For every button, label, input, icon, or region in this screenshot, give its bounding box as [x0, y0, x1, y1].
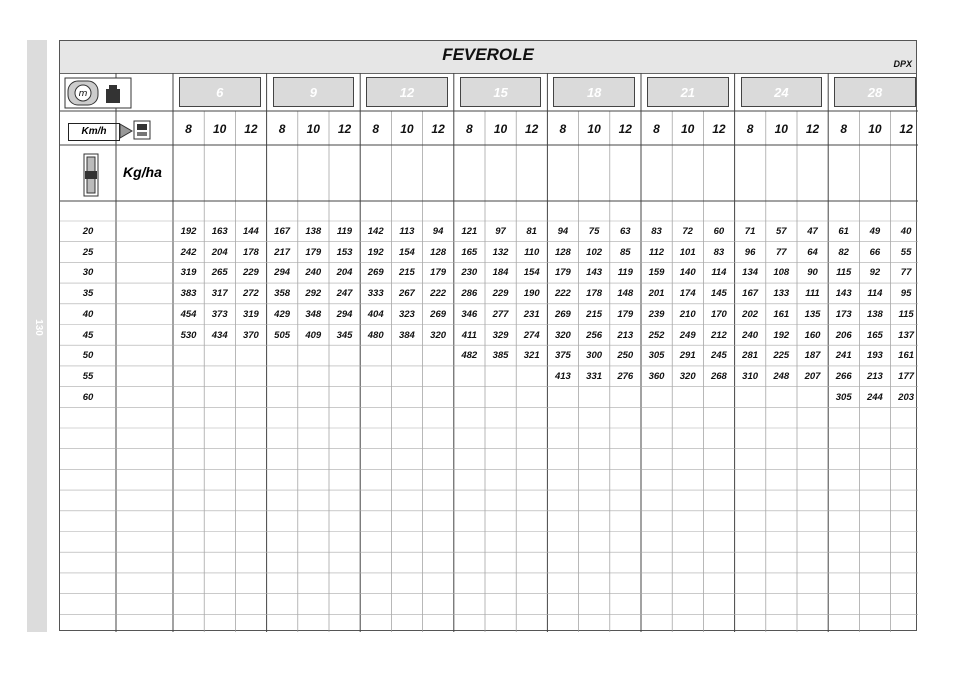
table-cell: 167	[274, 226, 291, 237]
table-cell: 409	[305, 329, 322, 341]
table-cell: 305	[835, 391, 852, 403]
table-cell: 429	[274, 308, 291, 320]
table-cell: 49	[869, 226, 881, 237]
speed-header: 8	[559, 122, 567, 136]
table-cell: 159	[648, 267, 665, 279]
table-cell: 281	[742, 350, 759, 362]
table-cell: 193	[866, 350, 883, 362]
table-cell: 75	[588, 226, 600, 237]
speed-header: 12	[525, 122, 539, 136]
table-cell: 145	[710, 288, 727, 300]
table-cell: 240	[742, 329, 759, 341]
table-cell: 277	[492, 308, 509, 320]
table-cell: 90	[807, 267, 818, 279]
table-cell: 112	[648, 246, 665, 258]
table-cell: 265	[211, 267, 228, 279]
table-cell: 242	[180, 246, 197, 258]
table-cell: 360	[648, 370, 665, 382]
table-cell: 174	[679, 288, 696, 300]
table-cell: 292	[305, 288, 322, 300]
speed-header: 12	[805, 122, 820, 136]
table-cell: 94	[557, 226, 569, 237]
table-cell: 178	[586, 288, 603, 300]
table-cell: 192	[367, 246, 384, 258]
table-cell: 245	[710, 350, 727, 362]
table-cell: 222	[554, 288, 571, 300]
table-cell: 413	[554, 370, 571, 382]
table-cell: 300	[586, 350, 603, 362]
table-cell: 57	[776, 226, 787, 237]
table-cell: 266	[835, 370, 852, 382]
table-cell: 268	[710, 370, 727, 382]
table-cell: 294	[274, 267, 291, 279]
table-cell: 179	[305, 246, 322, 258]
table-cell: 142	[367, 226, 384, 237]
table-cell: 203	[898, 391, 915, 403]
speed-header: 8	[465, 122, 473, 136]
table-cell: 190	[523, 288, 540, 300]
row-label: 30	[82, 267, 94, 279]
table-cell: 375	[554, 350, 571, 362]
table-cell: 274	[523, 329, 540, 341]
table-cell: 286	[461, 288, 478, 300]
table-cell: 132	[492, 246, 509, 258]
speed-header: 8	[278, 122, 286, 136]
table-cell: 60	[713, 226, 725, 237]
table-cell: 115	[836, 267, 852, 279]
table-cell: 229	[492, 288, 509, 300]
rate-unit-label: Kg/ha	[123, 164, 162, 180]
speed-header: 10	[493, 122, 508, 136]
table-cell: 96	[744, 246, 756, 258]
table-cell: 192	[773, 329, 790, 341]
width-header-15: 15	[460, 77, 542, 107]
page-title: FEVEROLE	[442, 45, 534, 64]
table-cell: 61	[838, 226, 849, 237]
table-cell: 239	[648, 308, 665, 320]
model-code: DPX	[893, 59, 912, 69]
table-cell: 114	[711, 267, 727, 279]
table-cell: 505	[274, 329, 291, 341]
table-cell: 83	[713, 246, 725, 258]
table-cell: 310	[742, 370, 759, 382]
speed-header: 8	[372, 122, 380, 136]
table-cell: 244	[866, 391, 883, 403]
table-cell: 121	[461, 226, 478, 237]
table-cell: 92	[869, 267, 881, 279]
table-cell: 81	[526, 226, 537, 237]
table-cell: 267	[398, 288, 415, 300]
table-cell: 144	[242, 226, 259, 237]
table-cell: 411	[461, 329, 477, 341]
speed-header: 12	[244, 122, 258, 136]
table-cell: 482	[461, 350, 478, 362]
table-cell: 173	[835, 308, 852, 320]
table-cell: 323	[398, 308, 415, 320]
table-cell: 184	[492, 267, 509, 279]
table-cell: 111	[805, 288, 820, 300]
table-cell: 404	[367, 308, 384, 320]
table-cell: 248	[773, 370, 790, 382]
table-cell: 247	[336, 288, 353, 300]
table-cell: 320	[679, 370, 696, 382]
row-label: 25	[82, 246, 94, 258]
table-cell: 102	[586, 246, 603, 258]
table-cell: 530	[180, 329, 197, 341]
table-cell: 305	[648, 350, 665, 362]
row-label: 35	[82, 288, 94, 300]
row-label: 55	[82, 370, 94, 382]
speed-header: 12	[431, 122, 445, 136]
table-cell: 177	[898, 370, 915, 382]
speed-header: 10	[306, 122, 320, 136]
table-cell: 161	[773, 308, 790, 320]
table-cell: 454	[180, 308, 197, 320]
table-cell: 333	[367, 288, 384, 300]
row-label: 20	[82, 226, 94, 237]
table-cell: 170	[710, 308, 727, 320]
table-cell: 95	[900, 288, 912, 300]
table-cell: 83	[651, 226, 662, 237]
speed-header: 8	[746, 122, 754, 136]
table-cell: 276	[617, 370, 634, 382]
table-cell: 213	[617, 329, 634, 341]
table-cell: 101	[679, 246, 696, 258]
table-cell: 97	[495, 226, 506, 237]
table-cell: 204	[336, 267, 353, 279]
svg-text:m: m	[78, 89, 88, 99]
table-cell: 215	[586, 308, 603, 320]
table-cell: 373	[211, 308, 228, 320]
table-cell: 345	[336, 329, 353, 341]
table-cell: 161	[898, 350, 915, 362]
table-cell: 294	[336, 308, 353, 320]
table-cell: 77	[900, 267, 912, 279]
table-cell: 358	[274, 288, 291, 300]
table-cell: 148	[617, 288, 634, 300]
table-cell: 108	[773, 267, 790, 279]
table-cell: 317	[211, 288, 228, 300]
table-cell: 128	[430, 246, 447, 258]
table-cell: 240	[305, 267, 322, 279]
table-cell: 119	[336, 226, 353, 237]
table-cell: 434	[211, 329, 228, 341]
table-cell: 154	[398, 246, 415, 258]
width-header-9: 9	[273, 77, 355, 107]
table-cell: 320	[430, 329, 447, 341]
speed-header: 8	[185, 122, 192, 136]
table-cell: 187	[804, 350, 821, 362]
width-header-12: 12	[366, 77, 448, 107]
table-cell: 385	[492, 350, 509, 362]
speed-header: 12	[712, 122, 726, 136]
width-header-6: 6	[179, 77, 261, 107]
table-cell: 252	[648, 329, 665, 341]
speed-header: 12	[618, 122, 632, 136]
table-cell: 113	[399, 226, 415, 237]
table-cell: 140	[679, 267, 696, 279]
table-cell: 179	[617, 308, 634, 320]
width-header-28: 28	[834, 77, 916, 107]
table-cell: 319	[180, 267, 197, 279]
speed-header: 10	[400, 122, 414, 136]
table-cell: 217	[274, 246, 291, 258]
table-cell: 143	[586, 267, 603, 279]
row-label: 45	[82, 329, 94, 341]
table-cell: 222	[430, 288, 447, 300]
table-cell: 321	[523, 350, 540, 362]
table-cell: 230	[461, 267, 478, 279]
table-cell: 249	[679, 329, 696, 341]
page-number: 130	[32, 319, 44, 336]
table-cell: 229	[242, 267, 259, 279]
table-cell: 383	[180, 288, 197, 300]
table-cell: 291	[679, 350, 696, 362]
table-cell: 272	[242, 288, 259, 300]
speed-header: 10	[587, 122, 601, 136]
table-cell: 207	[804, 370, 821, 382]
table-cell: 133	[773, 288, 790, 300]
table-cell: 329	[492, 329, 509, 341]
table-cell: 135	[804, 308, 821, 320]
speed-icon	[118, 118, 154, 144]
table-cell: 269	[367, 267, 384, 279]
table-cell: 319	[242, 308, 259, 320]
table-cell: 215	[398, 267, 415, 279]
table-cell: 119	[617, 267, 633, 279]
table-cell: 154	[523, 267, 540, 279]
table-cell: 192	[180, 226, 197, 237]
table-cell: 256	[586, 329, 603, 341]
row-label: 50	[82, 350, 94, 362]
table-cell: 143	[835, 288, 852, 300]
table-cell: 138	[866, 308, 883, 320]
speed-header: 10	[774, 122, 788, 136]
table-cell: 47	[807, 226, 818, 237]
speed-header: 10	[868, 122, 882, 136]
table-cell: 331	[586, 370, 603, 382]
table-cell: 153	[336, 246, 353, 258]
table-cell: 204	[211, 246, 228, 258]
table-cell: 225	[773, 350, 790, 362]
table-cell: 212	[710, 329, 727, 341]
tractor-icon	[64, 77, 132, 109]
table-cell: 163	[211, 226, 228, 237]
table-cell: 167	[742, 288, 759, 300]
table-cell: 114	[867, 288, 883, 300]
table-cell: 202	[742, 308, 759, 320]
speed-header: 8	[840, 122, 848, 136]
table-cell: 160	[804, 329, 821, 341]
hopper-icon	[78, 153, 104, 197]
table-cell: 94	[432, 226, 444, 237]
table-cell: 110	[524, 246, 540, 258]
table-cell: 320	[554, 329, 571, 341]
speed-header: 10	[213, 122, 227, 136]
table-cell: 370	[242, 329, 259, 341]
width-header-21: 21	[647, 77, 729, 107]
table-cell: 206	[835, 329, 852, 341]
table-cell: 178	[242, 246, 259, 258]
table-cell: 138	[305, 226, 322, 237]
seed-rate-table	[59, 40, 917, 631]
table-cell: 269	[554, 308, 571, 320]
table-cell: 82	[838, 246, 849, 258]
table-cell: 63	[620, 226, 631, 237]
table-cell: 241	[835, 350, 852, 362]
table-cell: 72	[682, 226, 693, 237]
speed-unit-label: Km/h	[68, 123, 120, 141]
table-cell: 128	[554, 246, 571, 258]
table-cell: 64	[807, 246, 818, 258]
table-cell: 384	[398, 329, 415, 341]
table-cell: 137	[898, 329, 915, 341]
table-cell: 71	[744, 226, 756, 237]
table-cell: 165	[461, 246, 478, 258]
table-cell: 250	[617, 350, 634, 362]
row-label: 60	[82, 391, 94, 403]
table-cell: 66	[869, 246, 881, 258]
table-cell: 179	[430, 267, 447, 279]
table-cell: 115	[898, 308, 914, 320]
speed-header: 12	[899, 122, 913, 136]
speed-header: 12	[337, 122, 352, 136]
table-cell: 213	[866, 370, 883, 382]
table-cell: 210	[679, 308, 696, 320]
table-cell: 40	[900, 226, 912, 237]
table-cell: 134	[742, 267, 759, 279]
table-cell: 179	[554, 267, 571, 279]
table-cell: 231	[523, 308, 540, 320]
table-cell: 269	[430, 308, 447, 320]
table-cell: 346	[461, 308, 478, 320]
width-header-24: 24	[741, 77, 823, 107]
table-cell: 348	[305, 308, 322, 320]
speed-header: 8	[653, 122, 660, 136]
table-cell: 480	[367, 329, 384, 341]
width-header-18: 18	[553, 77, 635, 107]
row-label: 40	[82, 308, 94, 320]
speed-header: 10	[681, 122, 695, 136]
table-cell: 85	[620, 246, 631, 258]
table-cell: 77	[776, 246, 787, 258]
table-cell: 201	[648, 288, 665, 300]
table-cell: 165	[866, 329, 883, 341]
table-cell: 55	[900, 246, 912, 258]
